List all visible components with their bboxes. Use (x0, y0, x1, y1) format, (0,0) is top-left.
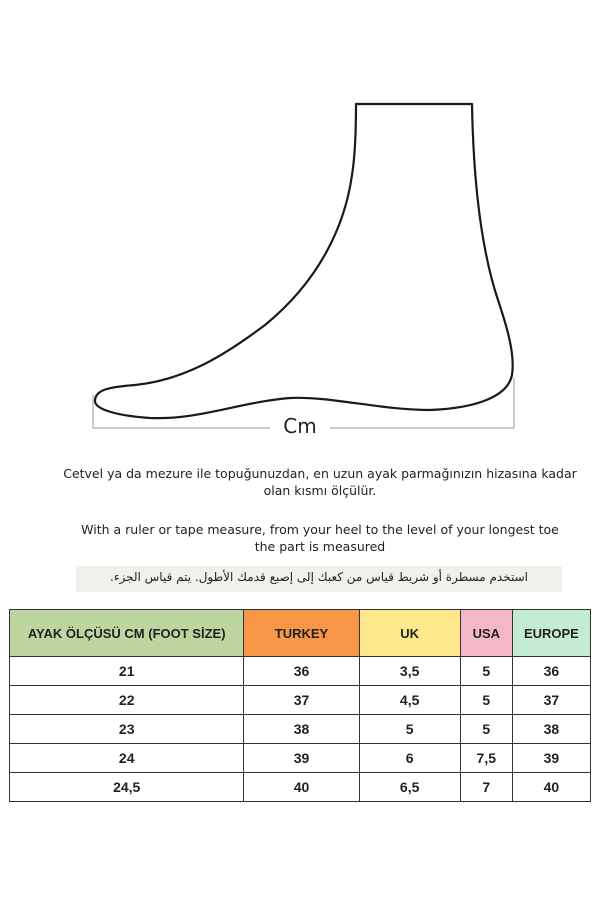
foot-size-cell: 21 (10, 657, 244, 686)
turkey-cell: 36 (244, 657, 359, 686)
europe-cell: 37 (512, 686, 590, 715)
header-uk: UK (359, 610, 460, 657)
turkey-cell: 39 (244, 744, 359, 773)
table-row (10, 657, 591, 686)
europe-cell: 38 (512, 715, 590, 744)
turkish-instructions (60, 465, 580, 499)
turkish-line-1: Cetvel ya da mezure ile topuğunuzdan, en uzun ayak parmağınızın hizasına kadar (63, 466, 577, 481)
usa-cell: 5 (460, 715, 512, 744)
arabic-text: استخدم مسطرة أو شريط قياس من كعبك إلى إصبع قدمك الأطول. يتم قياس الجزء. (110, 570, 528, 584)
measure-unit-label: Cm (270, 414, 330, 438)
usa-cell: 5 (460, 657, 512, 686)
table-row (10, 744, 591, 773)
turkey-cell: 38 (244, 715, 359, 744)
foot-size-cell: 24 (10, 744, 244, 773)
uk-cell: 4,5 (359, 686, 460, 715)
turkey-cell: 37 (244, 686, 359, 715)
header-europe: EUROPE (512, 610, 590, 657)
english-line-1: With a ruler or tape measure, from your heel to the level of your longest toe (81, 522, 559, 537)
foot-shape (95, 104, 513, 418)
header-foot-size: AYAK ÖLÇÜSÜ CM (FOOT SİZE) (10, 610, 244, 657)
header-turkey: TURKEY (244, 610, 359, 657)
foot-size-cell: 23 (10, 715, 244, 744)
uk-cell: 6 (359, 744, 460, 773)
usa-cell: 7,5 (460, 744, 512, 773)
table-row (10, 715, 591, 744)
uk-cell: 6,5 (359, 773, 460, 802)
uk-cell: 5 (359, 715, 460, 744)
table-row (10, 773, 591, 802)
turkish-line-2: olan kısmı ölçülür. (263, 483, 377, 498)
turkey-cell: 40 (244, 773, 359, 802)
english-instructions (60, 521, 580, 555)
usa-cell: 7 (460, 773, 512, 802)
usa-cell: 5 (460, 686, 512, 715)
europe-cell: 39 (512, 744, 590, 773)
size-chart-header-row (10, 610, 591, 657)
europe-cell: 36 (512, 657, 590, 686)
size-chart-table (9, 609, 591, 802)
english-line-2: the part is measured (254, 539, 386, 554)
arabic-instructions (76, 566, 562, 592)
table-row (10, 686, 591, 715)
europe-cell: 40 (512, 773, 590, 802)
foot-size-cell: 22 (10, 686, 244, 715)
header-usa: USA (460, 610, 512, 657)
foot-size-cell: 24,5 (10, 773, 244, 802)
uk-cell: 3,5 (359, 657, 460, 686)
